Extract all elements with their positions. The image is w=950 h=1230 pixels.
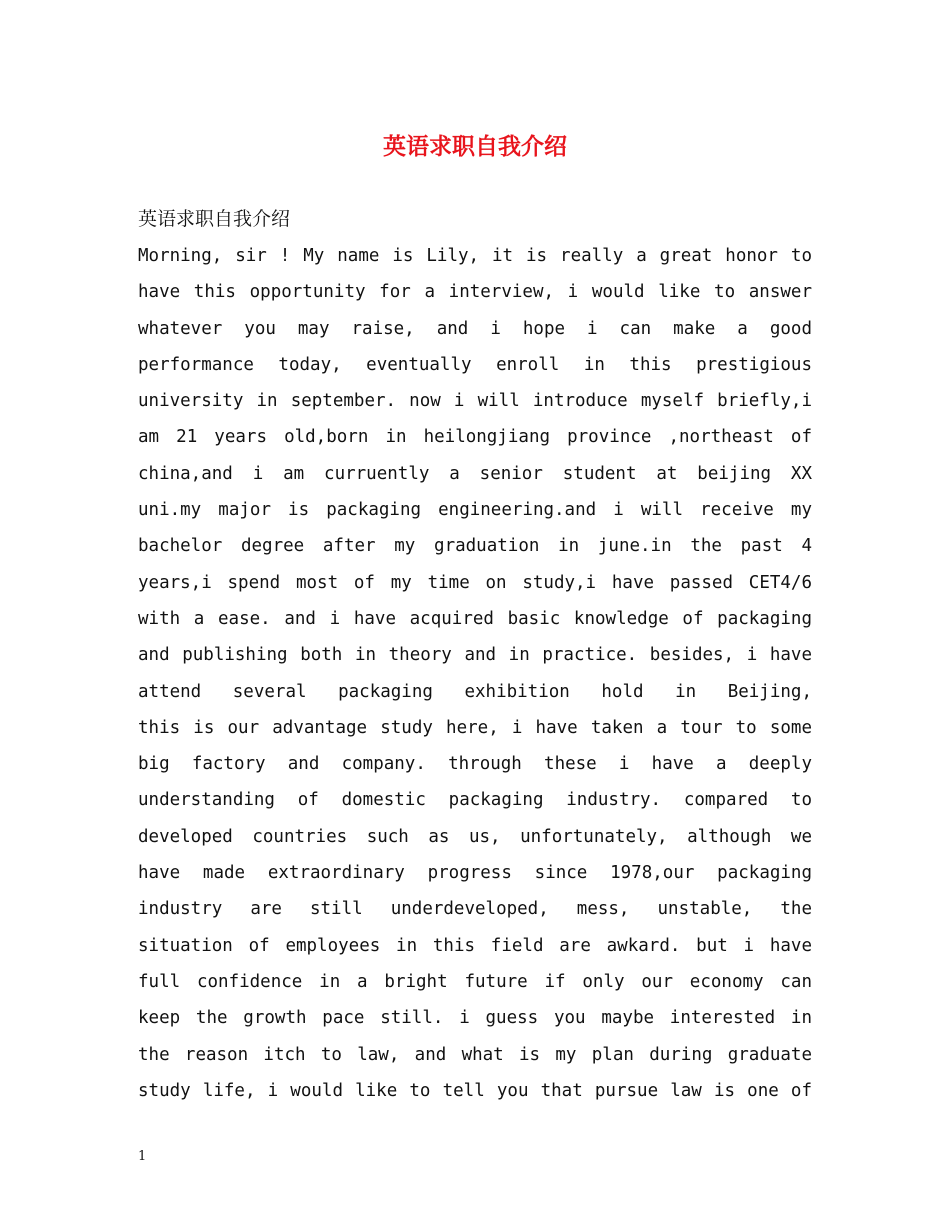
- text-line: with a ease. and i have acquired basic knowledge of packaging: [138, 608, 812, 629]
- body-paragraph: [138, 238, 812, 1109]
- text-line: uni.my major is packaging engineering.and i will receive my: [138, 500, 812, 521]
- document-title: 英语求职自我介绍: [383, 133, 567, 160]
- text-line: the reason itch to law, and what is my plan during graduate: [138, 1044, 812, 1065]
- text-line: big factory and company. through these i have a deeply: [138, 754, 812, 775]
- text-line: understanding of domestic packaging industry. compared to: [138, 790, 812, 811]
- page-number: 1: [138, 1149, 147, 1164]
- text-line: and publishing both in theory and in practice. besides, i have: [138, 645, 812, 666]
- text-line: Morning, sir ! My name is Lily, it is really a great honor to: [138, 246, 812, 266]
- text-line: am 21 years old,born in heilongjiang province ,northeast of: [138, 427, 812, 448]
- text-line: performance today, eventually enroll in this prestigious: [138, 354, 812, 375]
- text-line: university in september. now i will introduce myself briefly,i: [138, 391, 812, 412]
- text-line: industry are still underdeveloped, mess, unstable, the: [138, 899, 812, 920]
- text-line: years,i spend most of my time on study,i have passed CET4/6: [138, 572, 812, 593]
- text-line: keep the growth pace still. i guess you maybe interested in: [138, 1008, 812, 1029]
- text-line: whatever you may raise, and i hope i can make a good: [138, 318, 812, 339]
- text-line: study life, i would like to tell you that pursue law is one of: [138, 1080, 812, 1101]
- text-line: attend several packaging exhibition hold in Beijing,: [138, 681, 812, 702]
- text-line: this is our advantage study here, i have taken a tour to some: [138, 717, 812, 738]
- text-line: situation of employees in this field are awkard. but i have: [138, 935, 812, 956]
- text-line: have made extraordinary progress since 1978,our packaging: [138, 863, 812, 884]
- text-line: china,and i am curruently a senior student at beijing XX: [138, 463, 812, 484]
- text-line: developed countries such as us, unfortunately, although we: [138, 826, 812, 847]
- text-line: bachelor degree after my graduation in june.in the past 4: [138, 536, 812, 557]
- section-heading: 英语求职自我介绍: [138, 208, 291, 230]
- text-line: have this opportunity for a interview, i would like to answer: [138, 282, 812, 303]
- text-line: full confidence in a bright future if only our economy can: [138, 971, 812, 992]
